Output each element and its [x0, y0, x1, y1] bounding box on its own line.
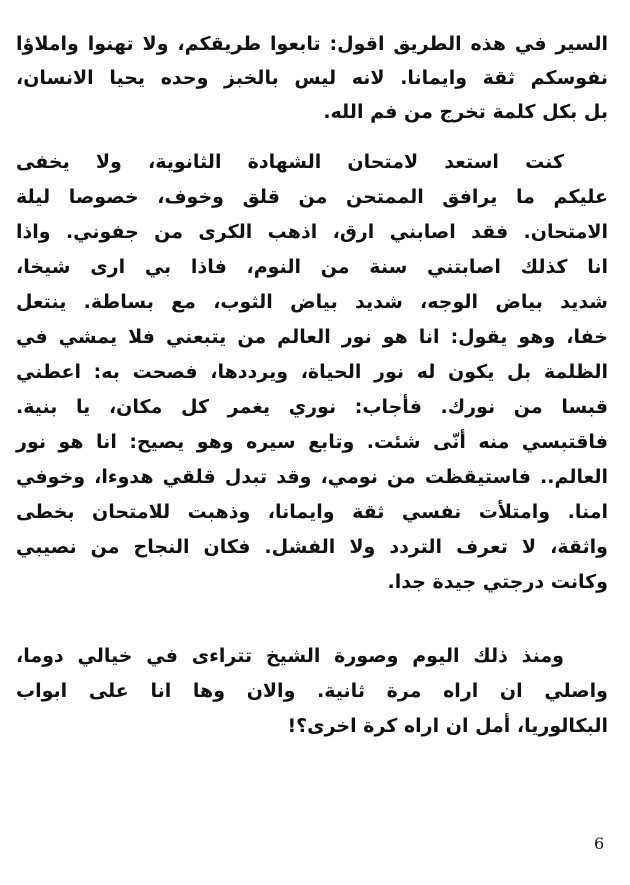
paragraph-1-line-3: بل بكل كلمة تخرج من فم الله.: [323, 101, 608, 123]
page-number: 6: [594, 834, 605, 853]
paragraph-2-line-13: وكانت درجتي جيدة جدا.: [387, 571, 608, 593]
paragraph-3-line-1: ومنذ ذلك اليوم وصورة الشيخ تتراءى في خيالي دوما،: [16, 645, 564, 667]
paragraph-2-line-11: امنا. وامتلأت نفسي ثقة وايمانا، وذهبت للامتحان بخطى: [16, 501, 608, 523]
paragraph-2-line-6: خفا، وهو يقول: انا هو نور العالم من يتبعني فلا يمشي في: [16, 326, 608, 348]
paragraph-2-line-9: فاقتبسي منه أنّى شئت. وتابع سيره وهو يصيح: انا هو نور: [16, 431, 608, 453]
paragraph-2-line-2: عليكم ما يرافق الممتحن من قلق وخوف، خصوصا ليلة: [16, 186, 608, 208]
paragraph-2-line-1: كنت استعد لامتحان الشهادة الثانوية، ولا يخفى: [16, 151, 564, 173]
paragraph-2-line-8: قبسا من نورك. فأجاب: نوري يغمر كل مكان، يا بنية.: [16, 396, 608, 418]
paragraph-3-line-3: البكالوريا، أمل ان اراه كرة اخرى؟!: [287, 715, 608, 737]
paragraph-2-line-12: واثقة، لا تعرف التردد ولا الفشل. فكان النجاح من نصيبي: [16, 536, 608, 558]
paragraph-1-line-2: نفوسكم ثقة وايمانا. لانه ليس بالخبز وحده يحيا الانسان،: [16, 67, 608, 89]
paragraph-1-line-1: السير في هذه الطريق اقول: تابعوا طريقكم، ولا تهنوا واملاؤا: [16, 33, 608, 55]
paragraph-2-line-7: الظلمة بل يكون له نور الحياة، ويرددها، فصحت به: اعطني: [16, 361, 608, 383]
paragraph-2-line-10: العالم.. فاستيقظت من نومي، وقد تبدل قلقي هدوءا، وخوفي: [16, 466, 608, 488]
paragraph-2-line-5: شديد بياض الوجه، شديد بياض الثوب، مع بساطة. ينتعل: [16, 291, 608, 313]
paragraph-2-line-4: انا كذلك اصابتني سنة من النوم، فاذا بي ارى شيخا،: [16, 256, 608, 278]
paragraph-2-line-3: الامتحان. فقد اصابني ارق، اذهب الكرى من جفوني. واذا: [16, 221, 608, 243]
paragraph-3-line-2: واصلي ان اراه مرة ثانية. والان وها انا على ابواب: [16, 680, 608, 702]
